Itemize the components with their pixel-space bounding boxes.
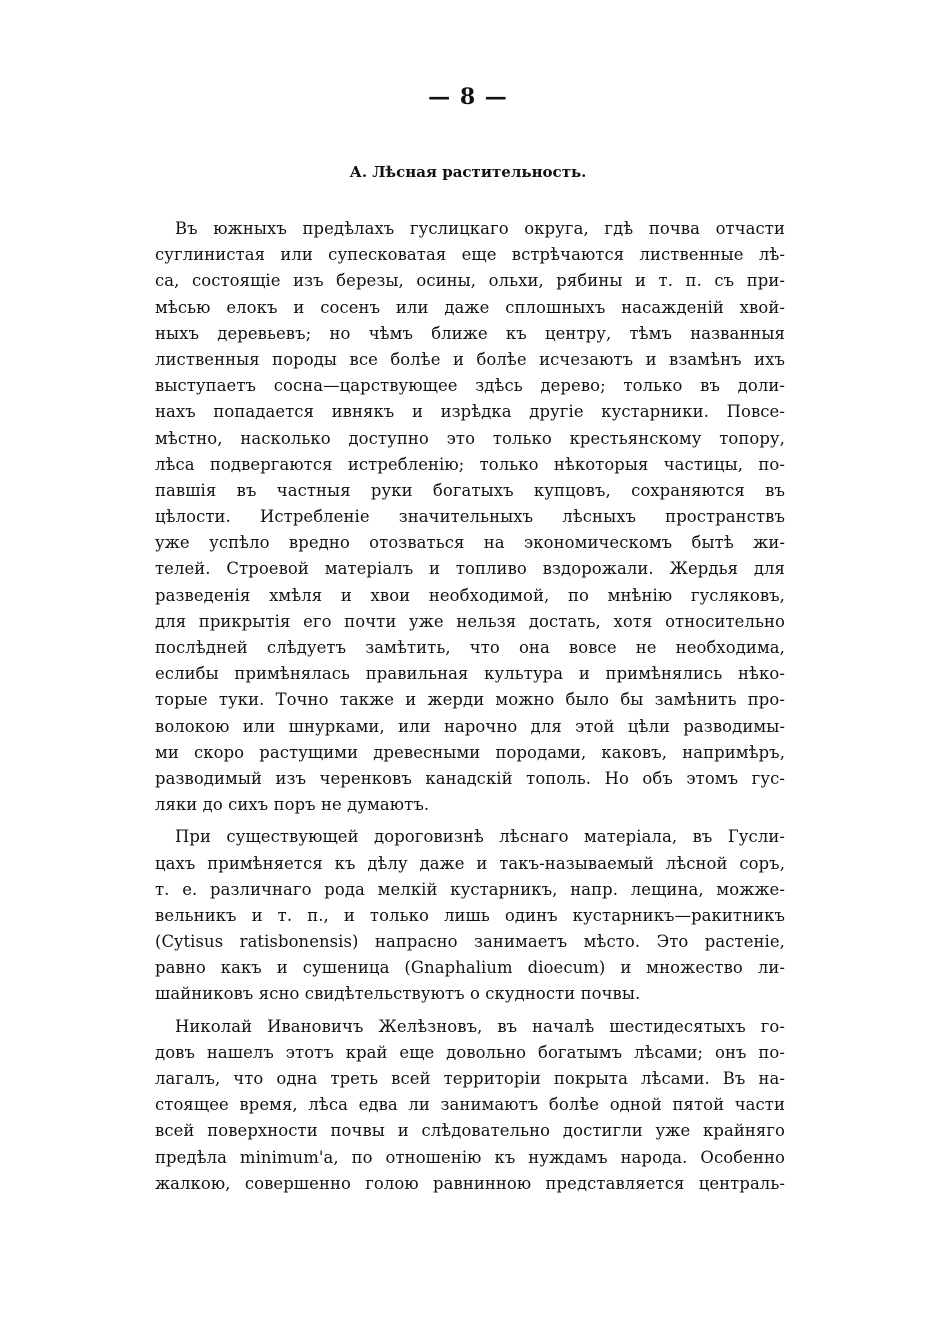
text-line: довъ нашелъ этотъ край еще довольно богатымъ лѣсами; онъ по- (155, 1042, 785, 1062)
text-line: т. е. различнаго рода мелкій кустарникъ, напр. лещина, можже- (155, 879, 785, 899)
text-line: павшія въ частныя руки богатыхъ купцовъ, сохраняются въ (155, 480, 785, 500)
text-line: При существующей дороговизнѣ лѣснаго матеріала, въ Гусли- (175, 827, 785, 847)
text-line: цѣлости. Истребленіе значительныхъ лѣсныхъ пространствъ (155, 507, 785, 527)
text-line: телей. Строевой матеріалъ и топливо вздорожали. Жердья для (155, 559, 785, 579)
text-line: лагалъ, что одна треть всей территоріи покрыта лѣсами. Въ на- (155, 1069, 785, 1088)
text-line: суглинистая или супесковатая еще встрѣчаются лиственные лѣ- (155, 245, 785, 265)
text-line: ми скоро растущими древесными породами, каковъ, напримѣръ, (155, 742, 785, 762)
text-line: уже успѣло вредно отозваться на экономическомъ бытѣ жи- (155, 533, 785, 553)
text-line: Николай Ивановичъ Желѣзновъ, въ началѣ шестидесятыхъ го- (175, 1016, 785, 1036)
text-line: (Cytisus ratisbonensis) напрасно занимаетъ мѣсто. Это растеніе, (155, 932, 785, 952)
text-line: ляки до сихъ поръ не думаютъ. (155, 795, 430, 815)
text-line: мѣстно, насколько доступно это только крестьянскому топору, (155, 428, 785, 448)
text-line: нахъ попадается ивнякъ и изрѣдка другіе кустарники. Повсе- (155, 402, 785, 422)
text-line: равно какъ и сушеница (Gnaphalium dioecum) и множество ли- (155, 958, 785, 978)
text-line: цахъ примѣняется къ дѣлу даже и такъ-называемый лѣсной соръ, (155, 853, 785, 873)
section-heading: А. Лѣсная растительность. (349, 163, 587, 181)
text-line: всей поверхности почвы и слѣдовательно достигли уже крайняго (155, 1121, 785, 1141)
text-line: ныхъ деревьевъ; но чѣмъ ближе къ центру, тѣмъ названныя (155, 323, 785, 343)
text-line: мѣсью елокъ и сосенъ или даже сплошныхъ насажденій хвой- (155, 297, 785, 317)
text-line: лиственныя породы все болѣе и болѣе исчезаютъ и взамѣнъ ихъ (155, 349, 785, 369)
paragraph-2 (155, 824, 785, 1007)
text-line: жалкою, совершенно голою равнинною представляется централь- (155, 1173, 785, 1193)
text-line: для прикрытія его почти уже нельзя достать, хотя относительно (155, 611, 785, 631)
text-line: вельникъ и т. п., и только лишь одинъ кустарникъ—ракитникъ (155, 905, 785, 925)
body-text (155, 216, 785, 1197)
text-line: выступаетъ сосна—царствующее здѣсь дерево; только въ доли- (155, 376, 785, 396)
text-line: разводимый изъ черенковъ канадскій тополь. Но объ этомъ гус- (155, 768, 785, 788)
text-line: шайниковъ ясно свидѣтельствуютъ о скудности почвы. (155, 984, 641, 1004)
text-line: стоящее время, лѣса едва ли занимаютъ болѣе одной пятой части (155, 1095, 785, 1115)
text-line: послѣдней слѣдуетъ замѣтить, что она вовсе не необходима, (155, 638, 785, 657)
text-line: лѣса подвергаются истребленію; только нѣкоторыя частицы, по- (155, 454, 785, 474)
paragraph-1 (155, 216, 785, 818)
text-line: еслибы примѣнялась правильная культура и примѣнялись нѣко- (155, 664, 785, 684)
text-line: торые туки. Точно также и жерди можно было бы замѣнить про- (155, 690, 785, 710)
text-line: разведенія хмѣля и хвои необходимой, по мнѣнію гусляковъ, (155, 585, 785, 605)
text-line: волокою или шнурками, или нарочно для этой цѣли разводимы- (155, 716, 785, 736)
page-number: — 8 — (428, 84, 508, 110)
paragraph-3 (155, 1014, 785, 1197)
text-line: предѣла minimum'a, по отношенію къ нуждамъ народа. Особенно (155, 1147, 785, 1167)
text-line: Въ южныхъ предѣлахъ гуслицкаго округа, гдѣ почва отчасти (175, 219, 785, 238)
text-line: са, состоящіе изъ березы, осины, ольхи, рябины и т. п. съ при- (155, 271, 785, 291)
